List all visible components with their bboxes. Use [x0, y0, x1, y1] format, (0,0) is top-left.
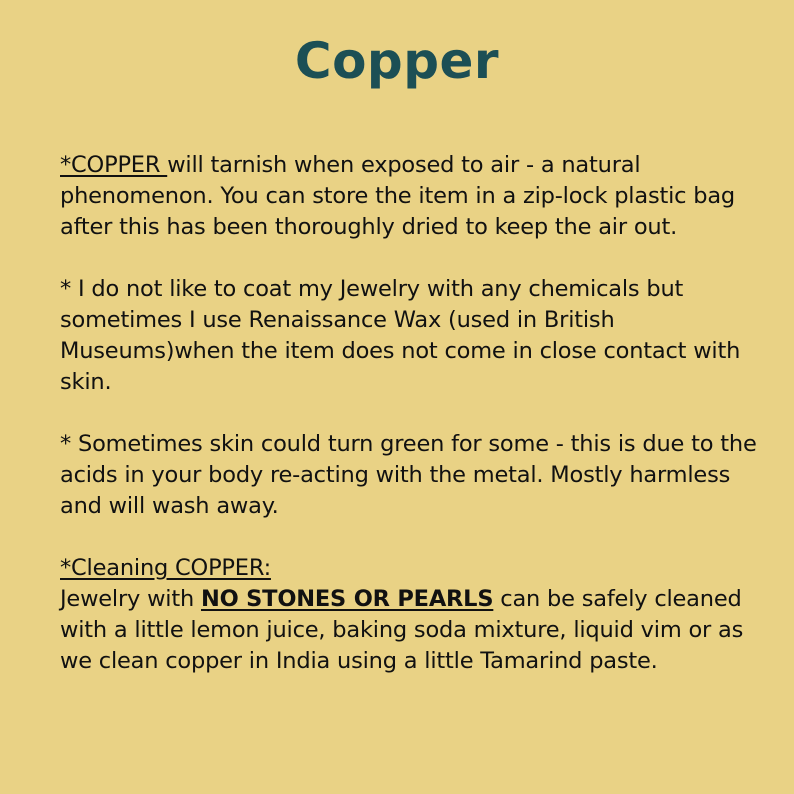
- cleaning-paragraph: [60, 553, 760, 677]
- care-instructions: [60, 150, 760, 677]
- no-stones-emphasis: NO STONES OR PEARLS: [200, 586, 494, 612]
- cleaning-intro: Jewelry with: [60, 586, 201, 612]
- cleaning-heading: *Cleaning COPPER:: [60, 555, 271, 581]
- wax-paragraph: [60, 274, 760, 398]
- page-title: Copper: [294, 32, 500, 90]
- skin-paragraph: [60, 429, 760, 522]
- cleaning-rest: can be safely cleaned with a little lemon juice, baking soda mixture, liquid vim or as we clean copper in India using a little Tamarind paste.: [60, 586, 744, 674]
- tarnish-paragraph: [60, 150, 760, 243]
- tarnish-text: will tarnish when exposed to air - a natural phenomenon. You can store the item in a zip-lock plastic bag after this has been thoroughly dried to keep the air out.: [60, 152, 736, 240]
- skin-text: * Sometimes skin could turn green for some - this is due to the acids in your body re-acting with the metal. Mostly harmless and will wash away.: [60, 431, 757, 519]
- wax-text: * I do not like to coat my Jewelry with any chemicals but sometimes I use Renaissance Wax (used in British Museums)when the item does not come in close contact with skin.: [60, 276, 741, 395]
- copper-lead-label: *COPPER: [60, 152, 168, 178]
